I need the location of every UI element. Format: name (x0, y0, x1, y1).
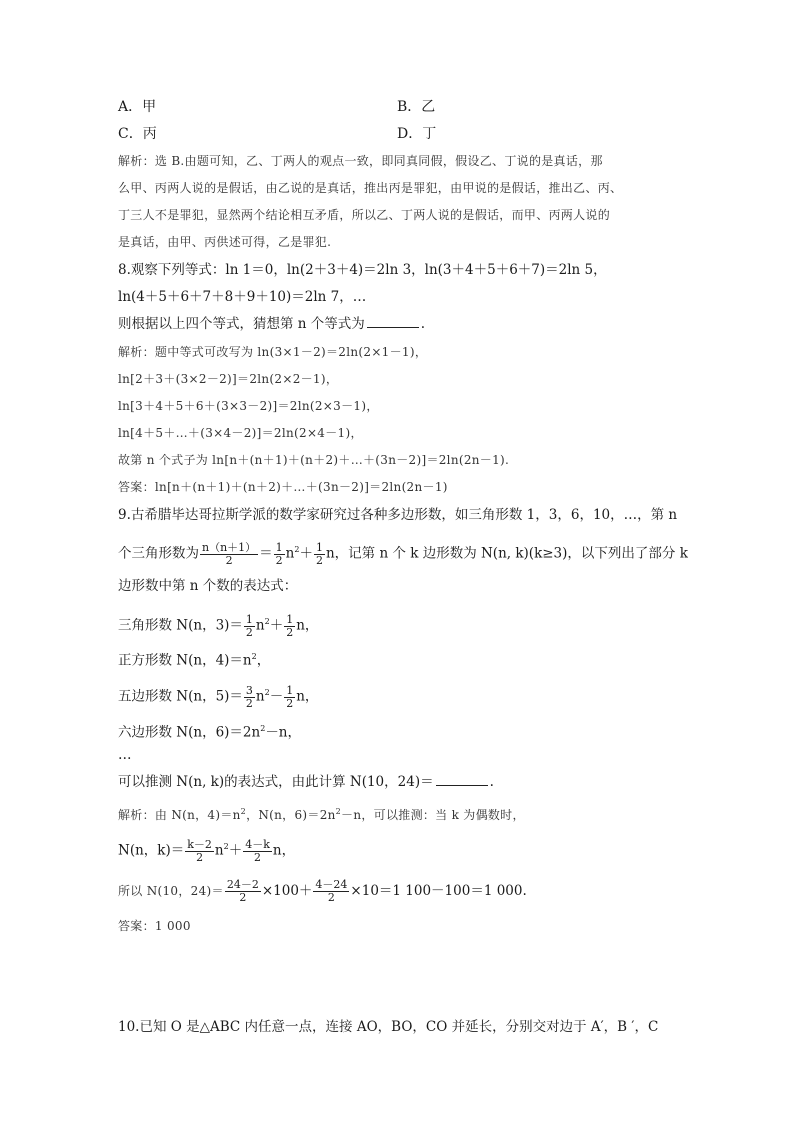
fraction-denominator: 2 (254, 850, 262, 864)
q9-stem-line-2 (118, 533, 688, 571)
calc-label: 所以 N(10，24)＝ (118, 884, 224, 898)
fraction-denominator: 2 (315, 553, 323, 567)
exponent: 2 (294, 545, 300, 554)
n-var: n (255, 688, 265, 705)
q8-solution-line-5: 故第 n 个式子为 ln[n＋(n＋1)＋(n＋2)＋…＋(3n－2)]＝2ln(2n－1). (118, 453, 510, 467)
fraction-denominator: 2 (239, 891, 247, 904)
q9-stem-line-3: 边形数中第 n 个数的表达式： (118, 578, 298, 594)
q7-solution-line-3: 丁三人不是罪犯，显然两个结论相互矛盾，所以乙、丁两人说的是假话，而甲、丙两人说的 (118, 208, 611, 222)
q9-general-formula (118, 830, 295, 868)
fraction-numerator: n（n＋1） (202, 540, 257, 554)
fraction-denominator: 2 (225, 553, 233, 567)
fraction (225, 879, 261, 904)
pentagon-number-formula (118, 676, 318, 714)
calc-middle: ×100＋ (261, 883, 313, 899)
fraction-numerator: 4－24 (315, 878, 348, 891)
fraction-numerator: 1 (286, 683, 294, 697)
q8-solution-line-4: ln[4＋5＋…＋(3×4－2)]＝2ln(2×4－1)， (118, 426, 363, 440)
formula-label: 五边形数 N(n，5)＝ (118, 688, 243, 705)
answer-blank (436, 773, 488, 786)
n-var: n (214, 842, 224, 859)
exponent: 2 (264, 617, 270, 626)
option-b: B．乙 (397, 99, 436, 115)
formula-tail: n， (296, 688, 319, 705)
hexagon-number-formula (118, 720, 301, 742)
fraction-numerator: 1 (315, 540, 323, 554)
three-halves-fraction (244, 685, 255, 710)
solution-text: 解析：由 N(n，4)＝n (118, 808, 241, 822)
fraction-numerator: 24－2 (226, 878, 259, 891)
triangle-number-formula (118, 605, 318, 643)
answer-blank (367, 315, 419, 328)
half-fraction (244, 614, 255, 639)
fraction-denominator: 2 (245, 625, 253, 639)
calc-tail: ×10＝1 100－100＝1 000. (350, 883, 527, 899)
q8-stem-line-1: 8.观察下列等式：ln 1＝0，ln(2＋3＋4)＝2ln 3，ln(3＋4＋5＋6＋7)＝2ln 5， (118, 262, 607, 278)
q9-solution-line-1 (118, 803, 525, 824)
option-c: C．丙 (118, 126, 157, 142)
fraction-numerator: k－2 (187, 837, 212, 851)
half-fraction (284, 614, 295, 639)
q8-period: . (420, 316, 426, 332)
plus: ＋ (299, 545, 313, 562)
fraction-numerator: 4－k (245, 837, 270, 851)
fraction (243, 839, 272, 864)
half-fraction (284, 685, 295, 710)
q7-solution-line-4: 是真话，由甲、丙供述可得，乙是罪犯. (118, 235, 332, 249)
q9-period: . (489, 774, 494, 790)
q8-stem-line-2: ln(4＋5＋6＋7＋8＋9＋10)＝2ln 7，… (118, 289, 367, 305)
solution-text: －n，可以推测：当 k 为偶数时， (341, 808, 525, 822)
formula-tail: n， (296, 617, 319, 634)
q8-solution-line-2: ln[2＋3＋(3×2－2)]＝2ln(2×2－1)， (118, 372, 339, 386)
n-var: n (285, 545, 295, 562)
q9-answer: 答案：1 000 (118, 919, 191, 933)
exponent: 2 (264, 688, 270, 697)
plus: ＋ (228, 842, 243, 859)
half-fraction (314, 542, 325, 567)
exponent: 2 (260, 724, 266, 733)
q9-question-text: 可以推测 N(n, k)的表达式，由此计算 N(10，24)＝ (118, 774, 434, 790)
q9-stem-text-a: 个三角形数为 (118, 545, 199, 562)
formula-label: 三角形数 N(n，3)＝ (118, 617, 243, 634)
fraction-denominator: 2 (275, 553, 283, 567)
q7-solution-line-1: 解析：选 B.由题可知，乙、丁两人的观点一致，即同真同假，假设乙、丁说的是真话，那 (118, 154, 603, 168)
fraction (185, 839, 214, 864)
formula-tail: n， (272, 842, 296, 859)
q9-calculation (118, 874, 527, 908)
n-var: n (255, 617, 265, 634)
exponent: 2 (240, 807, 247, 816)
q9-stem-text-c: n，记第 n 个 k 边形数为 N(n, k)(k≥3)，以下列出了部分 k (325, 545, 688, 562)
fraction-numerator: 1 (245, 612, 253, 626)
minus: － (269, 688, 284, 705)
q8-solution-line-1: 解析：题中等式可改写为 ln(3×1－2)＝2ln(2×1－1)， (118, 345, 428, 359)
q10-stem-line-1: 10.已知 O 是△ABC 内任意一点，连接 AO，BO，CO 并延长，分别交对边于 A′，B ′，C (118, 1019, 659, 1035)
q8-stem-line-3 (118, 315, 425, 333)
q7-solution-line-2: 么甲、丙两人说的是假话，由乙说的是真话，推出丙是罪犯，由甲说的是假话，推出乙、丙、 (118, 181, 623, 195)
formula-tail: ， (256, 652, 271, 669)
exponent: 2 (223, 842, 229, 851)
fraction-numerator: 3 (245, 683, 253, 697)
formula-label: 六边形数 N(n，6)＝2n (118, 724, 261, 741)
q8-answer: 答案：ln[n＋(n＋1)＋(n＋2)＋…＋(3n－2)]＝2ln(2n－1) (118, 480, 448, 494)
half-fraction (274, 542, 285, 567)
q9-question (118, 773, 494, 791)
exponent: 2 (251, 652, 257, 661)
plus: ＋ (269, 617, 284, 634)
fraction (200, 542, 258, 567)
fraction-numerator: 1 (275, 540, 283, 554)
square-number-formula (118, 648, 270, 670)
solution-text: ，N(n，6)＝2n (246, 808, 336, 822)
q8-solution-line-3: ln[3＋4＋5＋6＋(3×3－2)]＝2ln(2×3－1)， (118, 399, 379, 413)
q9-stem-line-1: 9.古希腊毕达哥拉斯学派的数学家研究过各种多边形数，如三角形数 1，3，6，10，…，第 n (118, 507, 678, 523)
fraction (313, 879, 349, 904)
option-a: A．甲 (118, 99, 157, 115)
fraction-denominator: 2 (286, 696, 294, 710)
formula-label: 正方形数 N(n，4)＝n (118, 652, 252, 669)
exponent: 2 (335, 807, 342, 816)
q8-question-text: 则根据以上四个等式，猜想第 n 个等式为 (118, 316, 365, 332)
formula-tail: －n， (265, 724, 302, 741)
formula-label: N(n，k)＝ (118, 842, 185, 859)
fraction-numerator: 1 (286, 612, 294, 626)
fraction-denominator: 2 (327, 891, 335, 904)
option-d: D．丁 (397, 126, 437, 142)
equals: ＝ (259, 545, 273, 562)
ellipsis: … (118, 747, 132, 763)
fraction-denominator: 2 (245, 696, 253, 710)
fraction-denominator: 2 (196, 850, 204, 864)
fraction-denominator: 2 (286, 625, 294, 639)
